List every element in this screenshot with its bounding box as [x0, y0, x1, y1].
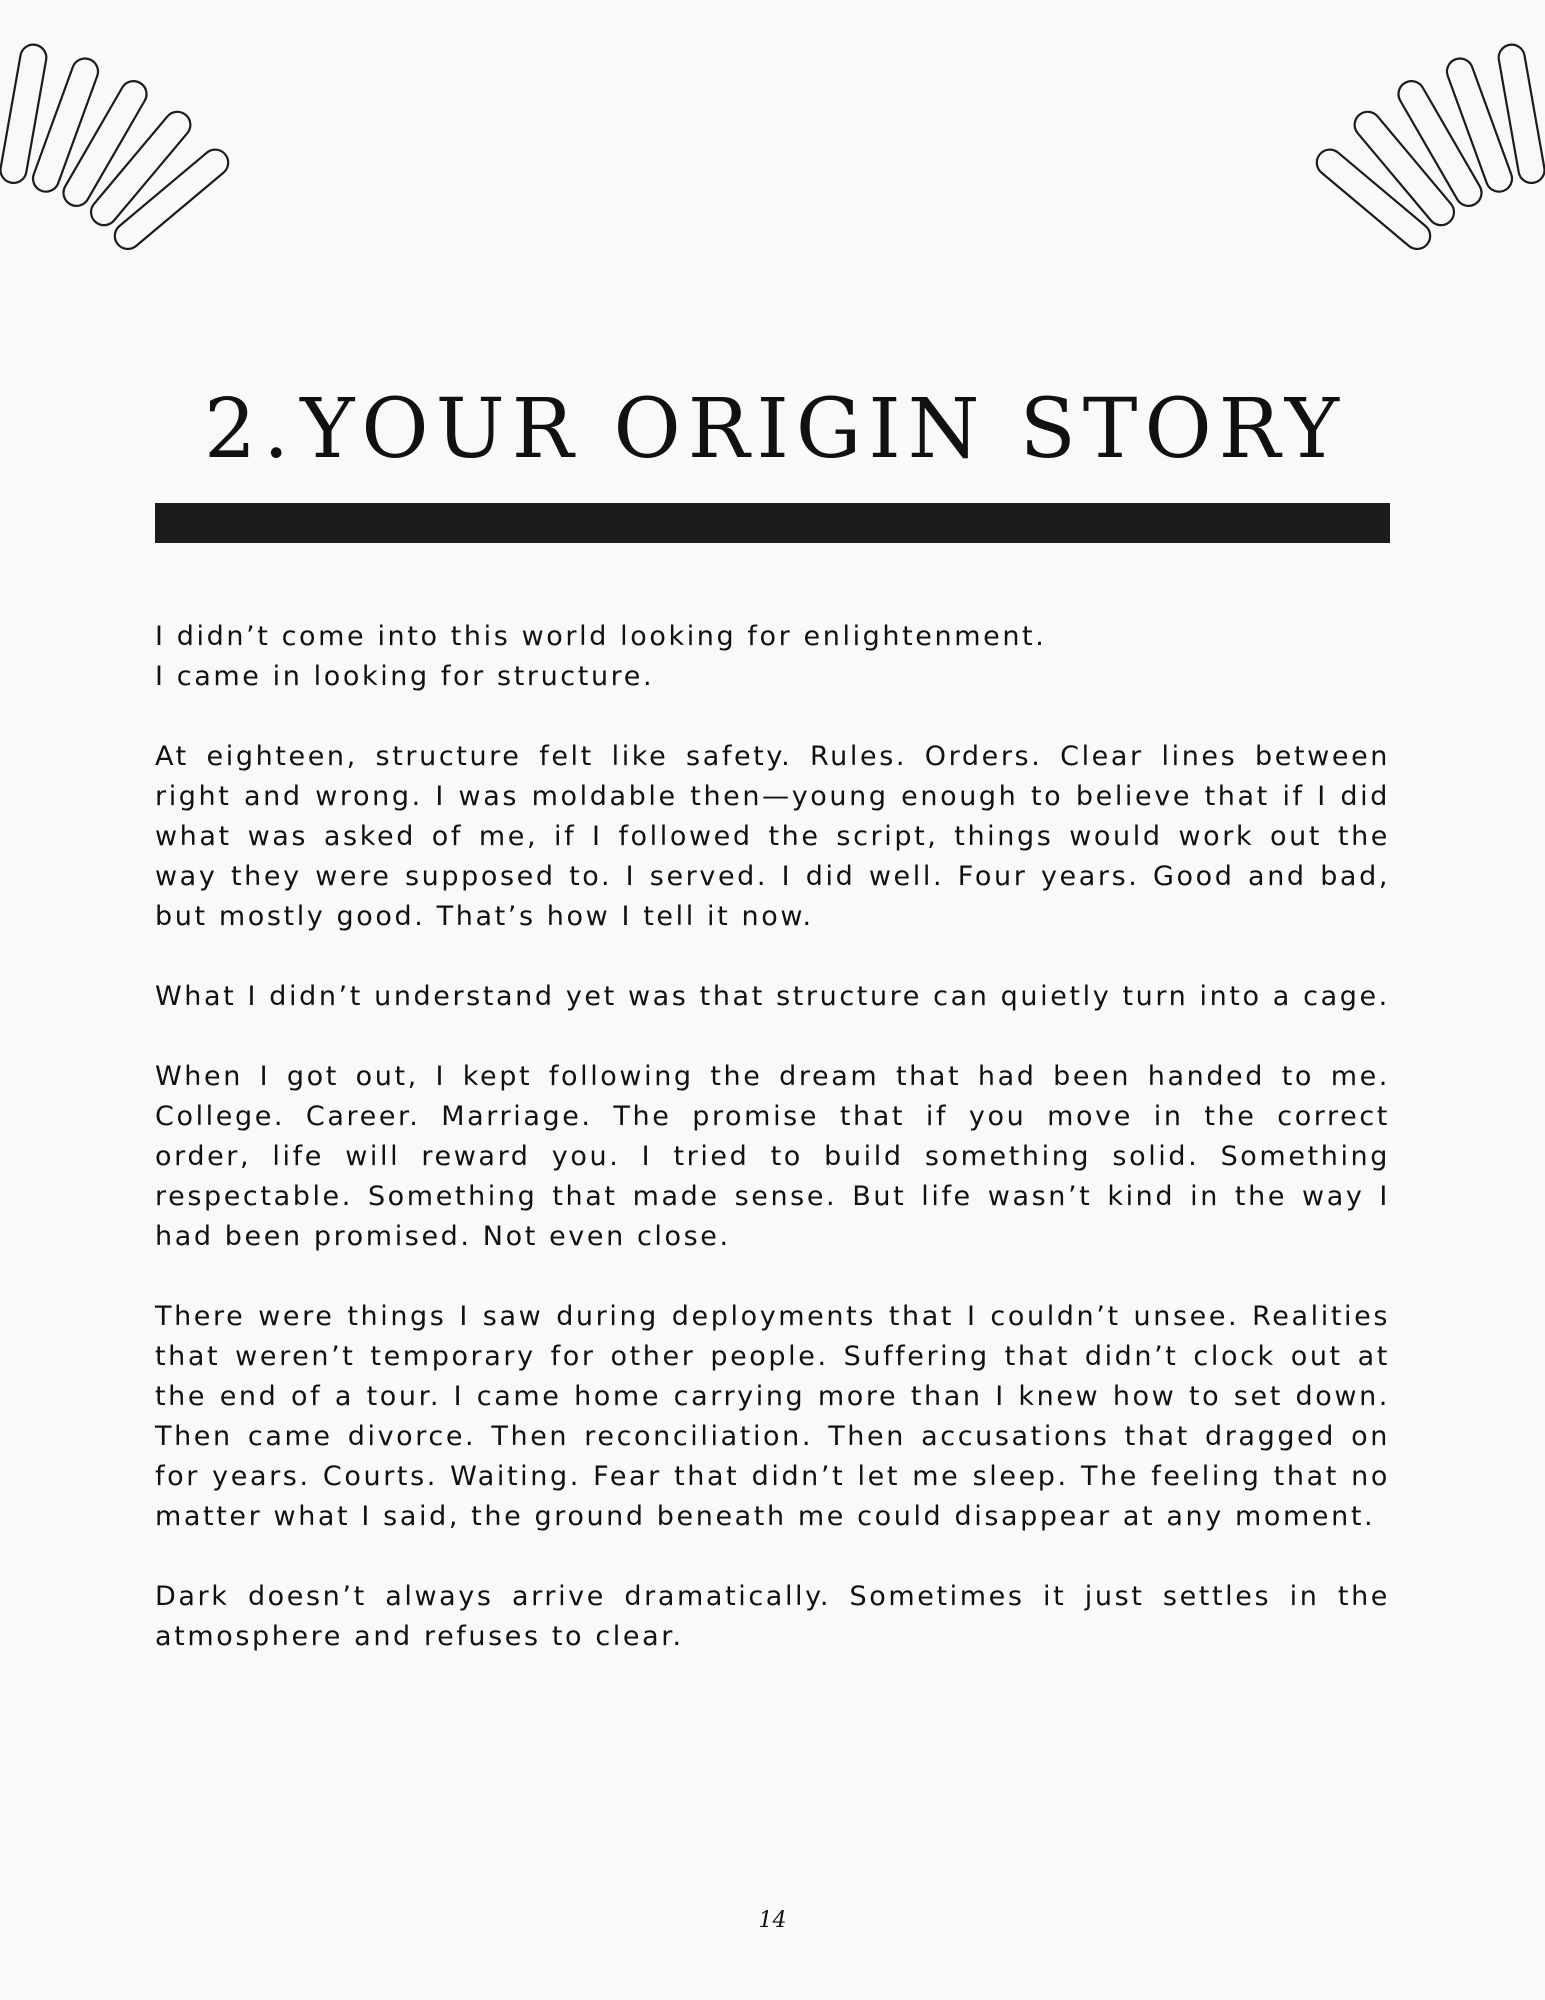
body-paragraph: When I got out, I kept following the dream that had been handed to me. College. Career. Marriage. The promise that if you move in the correct order, life will reward you. I tried to build something solid. Something respectable. Something that made sense. But life wasn’t kind in the way I had been promised. Not even close. [155, 1061, 1390, 1252]
sunburst-rays-icon [0, 0, 320, 320]
intro-line: I came in looking for structure. [155, 661, 655, 692]
body-paragraph: Dark doesn’t always arrive dramatically. Sometimes it just settles in the atmosphere and refuses to clear. [155, 1581, 1390, 1652]
page-number: 14 [758, 1908, 787, 1933]
chapter-body [155, 617, 1390, 1697]
chapter-heading-text: YOUR ORIGIN STORY [300, 382, 1347, 477]
title-underline-bar [155, 503, 1390, 543]
intro-line: I didn’t come into this world looking for enlightenment. [155, 621, 1047, 652]
chapter-number: 2. [204, 382, 297, 477]
body-paragraph: There were things I saw during deployments that I couldn’t unsee. Realities that weren’t temporary for other people. Suffering that didn’t clock out at the end of a tour. I came home carrying more than I knew how to set down. Then came divorce. Then reconciliation. Then accusations that dragged on for years. Courts. Waiting. Fear that didn’t let me sleep. The feeling that no matter what I said, the ground beneath me could disappear at any moment. [155, 1301, 1390, 1532]
chapter-title [204, 380, 1346, 480]
body-paragraph: What I didn’t understand yet was that structure can quietly turn into a cage. [155, 981, 1390, 1012]
intro-paragraph [155, 617, 1390, 697]
sunburst-rays-icon [1225, 0, 1545, 320]
body-paragraph: At eighteen, structure felt like safety. Rules. Orders. Clear lines between right and wrong. I was moldable then—young enough to believe that if I did what was asked of me, if I followed the script, things would work out the way they were supposed to. I served. I did well. Four years. Good and bad, but mostly good. That’s how I tell it now. [155, 741, 1390, 932]
